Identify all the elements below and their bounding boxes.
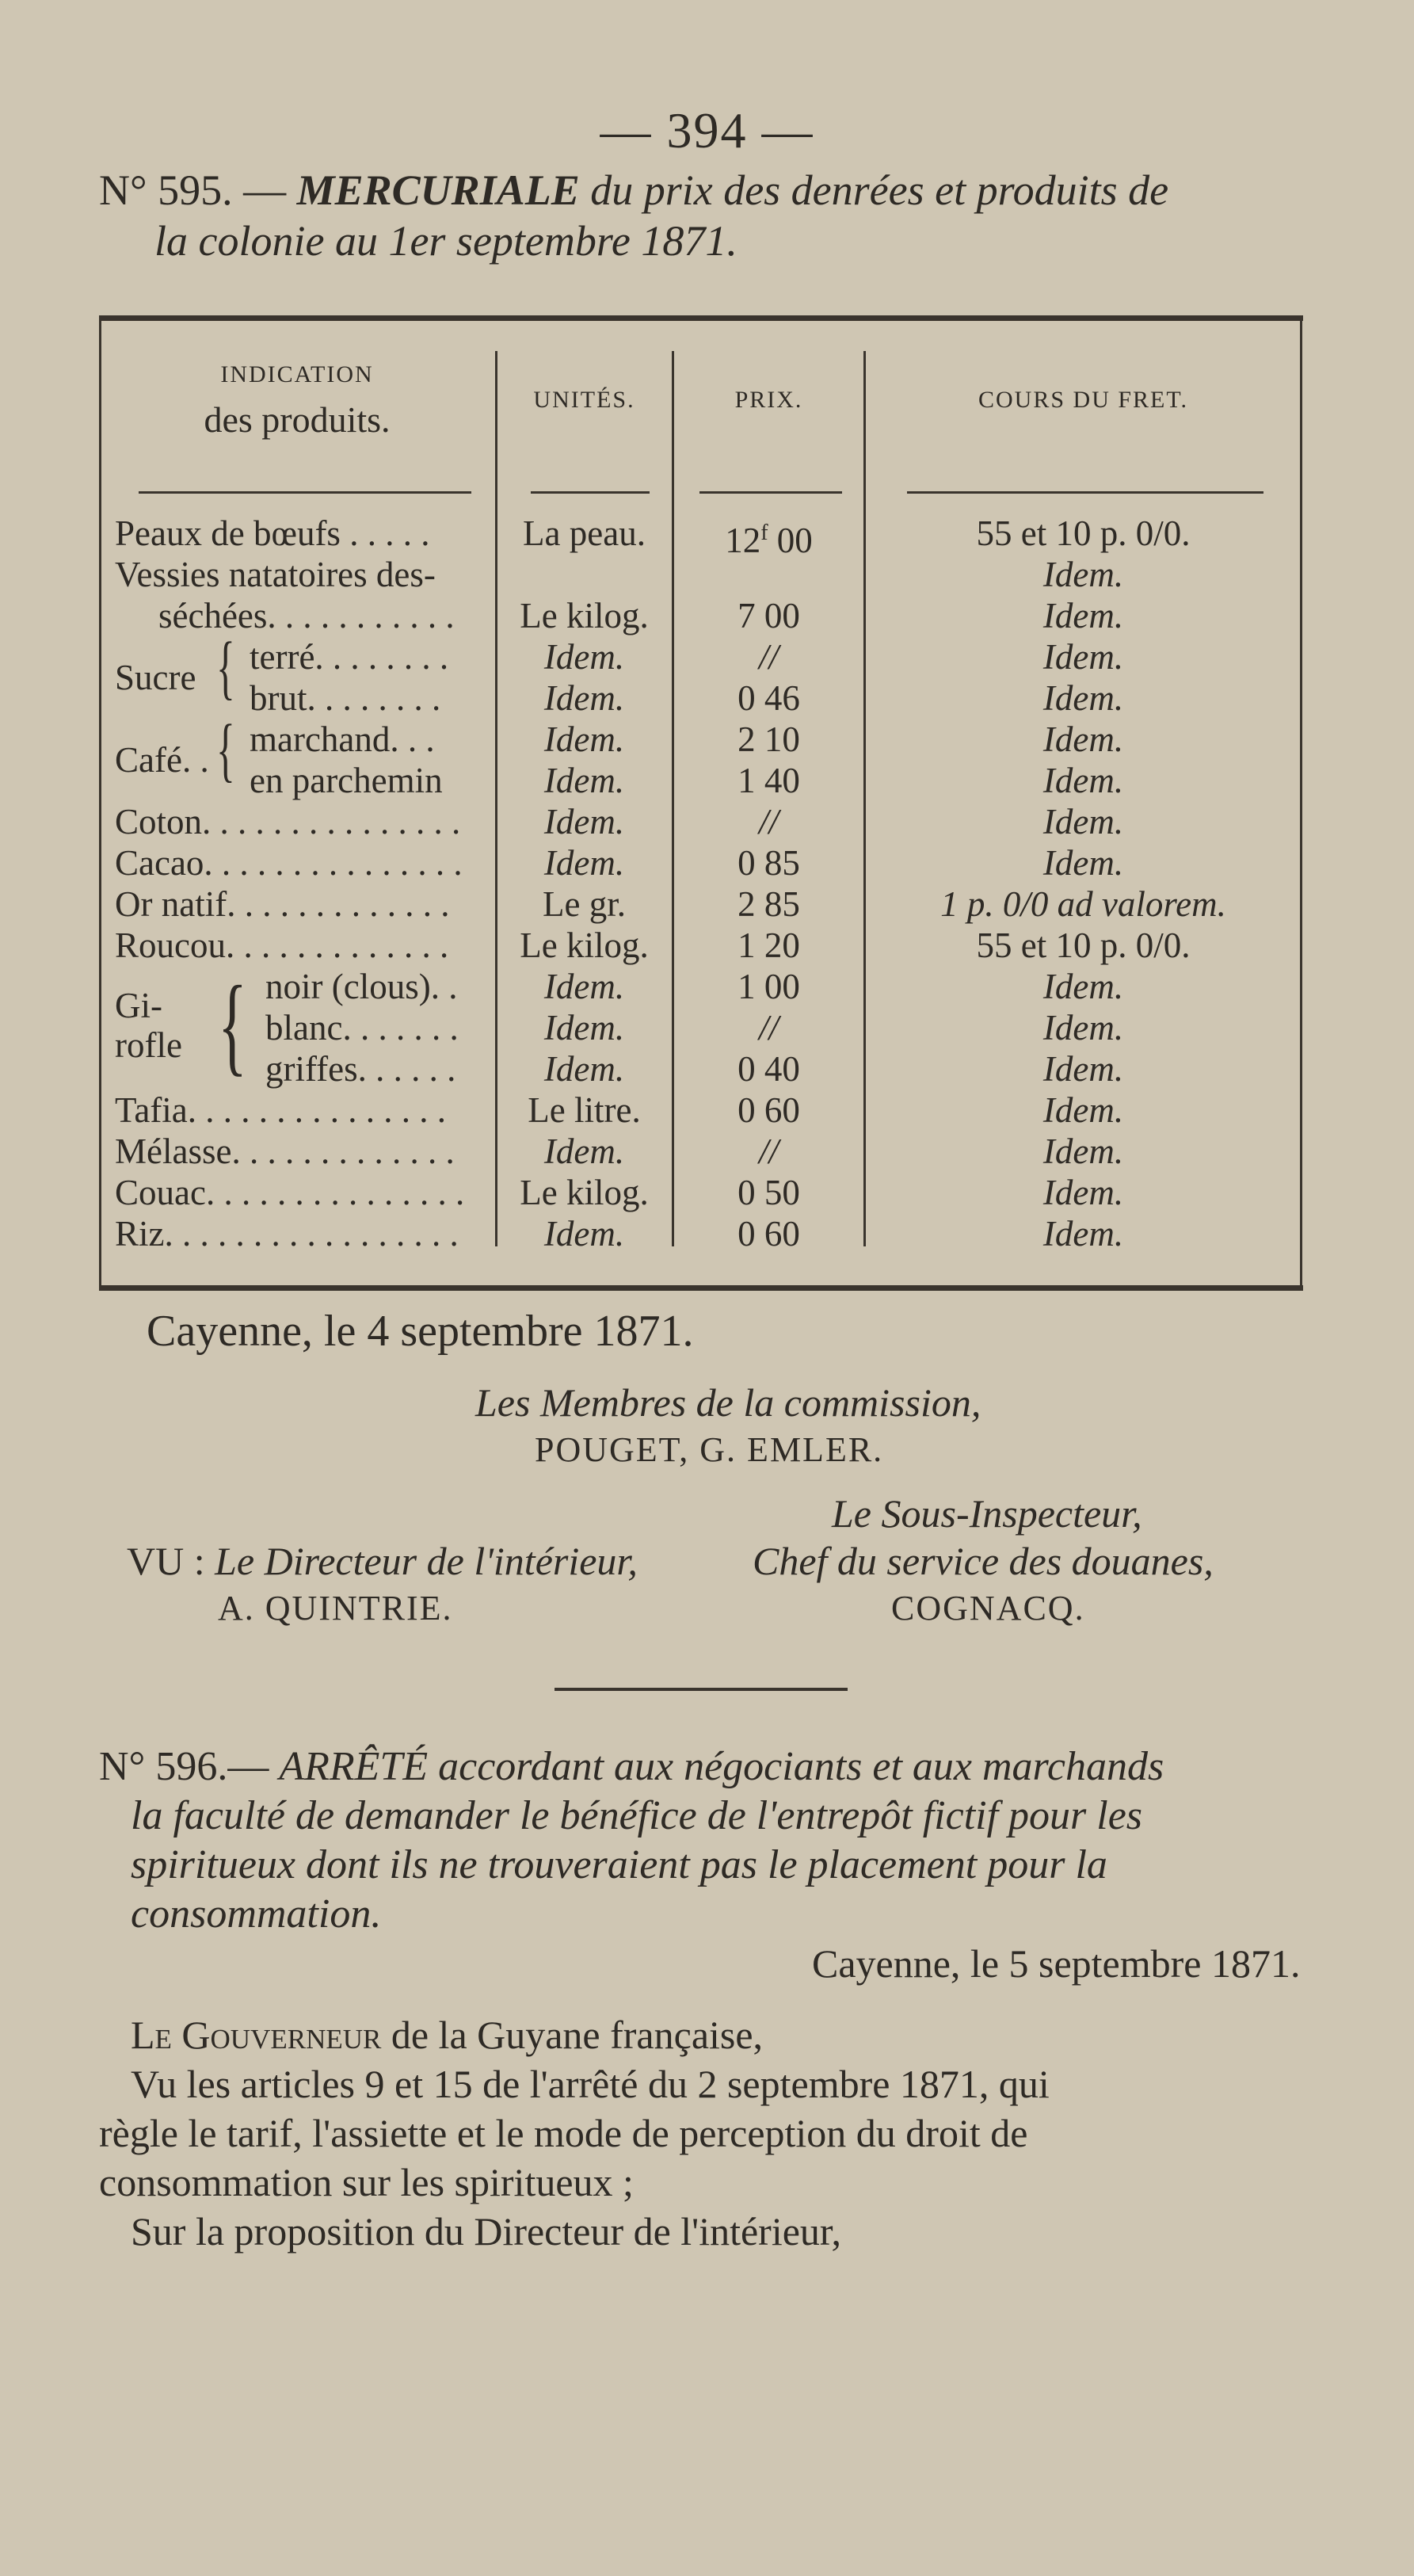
governor-rest: de la Guyane française,	[391, 2013, 764, 2057]
row-fret: Idem.	[1042, 555, 1124, 594]
header-underline-3	[699, 491, 842, 494]
arrete-date: Cayenne, le 5 septembre 1871.	[812, 1941, 1301, 1986]
place-date: Cayenne, le 4 septembre 1871.	[147, 1307, 694, 1356]
doc-595-heading	[99, 165, 1303, 216]
arrete-desc-2: la faculté de demander le bénéfice de l'entrepôt fictif pour les	[131, 1793, 1143, 1838]
arrete-desc-4: consommation.	[131, 1891, 382, 1937]
row-product: Roucou. . . . . . . . . . . . .	[115, 925, 449, 965]
doc-title: MERCURIALE	[296, 166, 580, 214]
row-price: 12$^f$ 00	[725, 521, 813, 560]
col-divider-2	[672, 351, 674, 1246]
commission-title: Les Membres de la commission,	[475, 1380, 981, 1425]
vu-line-1: Vu les articles 9 et 15 de l'arrêté du 2 septembre 1871, qui	[131, 2062, 1050, 2106]
page-number: — 394 —	[600, 102, 814, 158]
row-price: 2 10	[737, 719, 800, 759]
row-unit: Idem.	[543, 678, 625, 718]
row-unit: Idem.	[543, 637, 625, 677]
col-header-indication: INDICATION	[220, 361, 374, 387]
row-price: 7 00	[737, 596, 800, 635]
row-unit: Le kilog.	[520, 925, 649, 965]
vu-role: Le Directeur de l'intérieur,	[215, 1539, 638, 1583]
vu-name: A. QUINTRIE.	[218, 1589, 453, 1628]
vu-line-3: consommation sur les spiritueux ;	[99, 2160, 634, 2204]
table-right-border	[1300, 315, 1302, 1291]
row-price: 0 85	[737, 843, 800, 883]
doc-596-heading	[99, 1743, 1164, 1791]
row-price: 0 46	[737, 678, 800, 718]
row-unit: Idem.	[543, 843, 625, 883]
arrete-number: N° 596.	[99, 1744, 228, 1789]
row-unit: Le litre.	[528, 1090, 641, 1130]
row-product: Coton. . . . . . . . . . . . . . .	[115, 802, 461, 841]
row-product: brut. . . . . . . .	[250, 678, 441, 718]
governor-line	[131, 2011, 763, 2059]
group-label-girofle-1: Gi-	[115, 986, 162, 1025]
row-product: Riz. . . . . . . . . . . . . . . . .	[115, 1214, 459, 1254]
row-unit: Idem.	[543, 1132, 625, 1171]
row-unit: Le kilog.	[520, 1173, 649, 1212]
row-product: Couac. . . . . . . . . . . . . . .	[115, 1173, 465, 1212]
row-fret: Idem.	[1042, 1008, 1124, 1048]
row-price: 2 85	[737, 884, 800, 924]
group-label-girofle-2: rofle	[115, 1025, 182, 1065]
row-fret: Idem.	[1042, 802, 1124, 841]
table-top-rule	[99, 315, 1303, 321]
col-divider-3	[863, 351, 866, 1246]
row-unit: Le kilog.	[520, 596, 649, 635]
inspector-role: Chef du service des douanes,	[753, 1539, 1214, 1583]
col-header-unites: UNITÉS.	[533, 387, 635, 413]
row-price: //	[758, 1132, 779, 1171]
row-price: 1 20	[737, 925, 800, 965]
row-unit: Idem.	[543, 967, 625, 1006]
row-product: Tafia. . . . . . . . . . . . . . .	[115, 1090, 447, 1130]
row-product: terré. . . . . . . .	[250, 637, 449, 677]
row-price: //	[758, 802, 779, 841]
arrete-desc-1: accordant aux négociants et aux marchands	[438, 1744, 1164, 1789]
row-fret: Idem.	[1042, 637, 1124, 677]
row-fret: Idem.	[1042, 967, 1124, 1006]
row-unit: Idem.	[543, 802, 625, 841]
row-product: Or natif. . . . . . . . . . . . .	[115, 884, 450, 924]
table-bottom-rule	[99, 1285, 1303, 1291]
row-unit: Idem.	[543, 1049, 625, 1089]
mercuriale-table	[99, 315, 1303, 1294]
table-left-border	[99, 315, 101, 1291]
group-label-cafe: Café. .	[115, 740, 209, 780]
row-price: //	[758, 637, 779, 677]
vu-director	[127, 1537, 638, 1585]
row-unit: Idem.	[543, 1214, 625, 1254]
row-price: 0 50	[737, 1173, 800, 1212]
row-fret: Idem.	[1042, 843, 1124, 883]
arrete-title: ARRÊTÉ	[279, 1744, 429, 1789]
row-product: noir (clous). .	[265, 967, 458, 1006]
row-product: Mélasse. . . . . . . . . . . . .	[115, 1132, 455, 1171]
row-product: blanc. . . . . . .	[265, 1008, 459, 1048]
header-underline-4	[907, 491, 1263, 494]
row-unit: Idem.	[543, 719, 625, 759]
row-product: séchées. . . . . . . . . . .	[158, 596, 455, 635]
col-header-indication-sub: des produits.	[204, 399, 391, 440]
header-underline-1	[139, 491, 471, 494]
brace-sucre: {	[216, 628, 235, 707]
row-price: 1 00	[737, 967, 800, 1006]
arrete-desc-3: spiritueux dont ils ne trouveraient pas le placement pour la	[131, 1842, 1107, 1887]
row-unit: La peau.	[523, 513, 646, 553]
row-fret: 1 p. 0/0 ad valorem.	[940, 884, 1226, 924]
row-product: griffes. . . . . .	[265, 1049, 456, 1089]
arrete-dash: —	[227, 1744, 269, 1789]
row-fret: Idem.	[1042, 1090, 1124, 1130]
row-product: Cacao. . . . . . . . . . . . . . .	[115, 843, 463, 883]
row-fret: Idem.	[1042, 1214, 1124, 1254]
header-underline-2	[531, 491, 650, 494]
col-header-prix: PRIX.	[734, 387, 803, 413]
row-fret: 55 et 10 p. 0/0.	[976, 513, 1191, 553]
row-unit: Idem.	[543, 761, 625, 800]
heading-dash: —	[243, 166, 287, 214]
brace-cafe: {	[216, 711, 235, 789]
row-product: Peaux de bœufs . . . . .	[115, 513, 430, 553]
inspector-name: COGNACQ.	[891, 1589, 1085, 1628]
row-fret: Idem.	[1042, 719, 1124, 759]
vu-label: VU :	[127, 1539, 205, 1583]
commission-names: POUGET, G. EMLER.	[535, 1430, 884, 1469]
group-label-sucre: Sucre	[115, 658, 196, 697]
row-price: 0 60	[737, 1214, 800, 1254]
row-unit: Idem.	[543, 1008, 625, 1048]
sur-line: Sur la proposition du Directeur de l'intérieur,	[131, 2209, 842, 2254]
row-product: marchand. . .	[250, 719, 435, 759]
governor-sc: Le Gouverneur	[131, 2013, 382, 2057]
row-fret: Idem.	[1042, 596, 1124, 635]
row-fret: Idem.	[1042, 1049, 1124, 1089]
row-price: 0 40	[737, 1049, 800, 1089]
brace-girofle: {	[218, 964, 247, 1086]
doc-subtitle-2: la colonie au 1er septembre 1871.	[154, 217, 737, 265]
row-fret: 55 et 10 p. 0/0.	[976, 925, 1191, 965]
row-price: //	[758, 1008, 779, 1048]
row-fret: Idem.	[1042, 1132, 1124, 1171]
col-header-fret: COURS DU FRET.	[978, 387, 1188, 413]
doc-number: N° 595.	[99, 166, 233, 214]
row-product: Vessies natatoires des-	[115, 555, 436, 594]
row-fret: Idem.	[1042, 678, 1124, 718]
row-unit: Le gr.	[543, 884, 626, 924]
row-price: 1 40	[737, 761, 800, 800]
col-divider-1	[495, 351, 497, 1246]
inspector-title: Le Sous-Inspecteur,	[832, 1491, 1142, 1536]
vu-line-2: règle le tarif, l'assiette et le mode de perception du droit de	[99, 2111, 1028, 2155]
row-fret: Idem.	[1042, 1173, 1124, 1212]
doc-subtitle-1: du prix des denrées et produits de	[590, 166, 1169, 214]
row-product: en parchemin	[250, 761, 443, 800]
row-fret: Idem.	[1042, 761, 1124, 800]
section-separator	[555, 1688, 848, 1691]
row-price: 0 60	[737, 1090, 800, 1130]
